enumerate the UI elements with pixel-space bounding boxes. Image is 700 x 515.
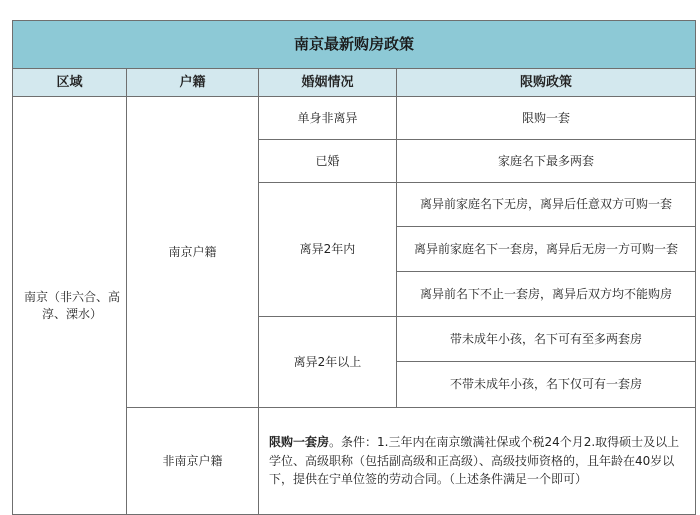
non-nanjing-policy: [259, 408, 696, 515]
policy-divorced-within-2y-3: 离异前名下不止一套房，离异后双方均不能购房: [397, 272, 696, 317]
nanjing-hukou-cell: 南京户籍: [127, 97, 259, 408]
policy-divorced-over-2y-1: 带未成年小孩，名下可有至多两套房: [397, 317, 696, 362]
marital-divorced-within-2y: 离异2年内: [259, 183, 397, 317]
policy-single: 限购一套: [397, 97, 696, 140]
policy-divorced-over-2y-2: 不带未成年小孩，名下仅可有一套房: [397, 362, 696, 408]
header-hukou: 户籍: [127, 69, 259, 97]
policy-conditions: 。条件：1.三年内在南京缴满社保或个税24个月2.取得硕士及以上学位、高级职称（包括副高级和正高级）、高级技师资格的，且年龄在40岁以下，提供在宁单位签的劳动合同。（上述条件满足一个即可）: [269, 435, 680, 487]
policy-divorced-within-2y-2: 离异前家庭名下一套房，离异后无房一方可购一套: [397, 227, 696, 272]
policy-limit-one: 限购一套房: [269, 435, 330, 450]
header-policy: 限购政策: [397, 69, 696, 97]
region-cell: [13, 97, 127, 515]
marital-divorced-over-2y: 离异2年以上: [259, 317, 397, 408]
region-label: 南京（非六合、高淳、溧水）: [23, 290, 120, 321]
header-region: 区域: [13, 69, 127, 97]
table-title: 南京最新购房政策: [13, 21, 696, 69]
header-marital: 婚姻情况: [259, 69, 397, 97]
policy-divorced-within-2y-1: 离异前家庭名下无房，离异后任意双方可购一套: [397, 183, 696, 227]
policy-table: [12, 20, 696, 515]
non-nanjing-hukou-cell: 非南京户籍: [127, 408, 259, 515]
policy-married: 家庭名下最多两套: [397, 140, 696, 183]
marital-married: 已婚: [259, 140, 397, 183]
marital-single: 单身非离异: [259, 97, 397, 140]
